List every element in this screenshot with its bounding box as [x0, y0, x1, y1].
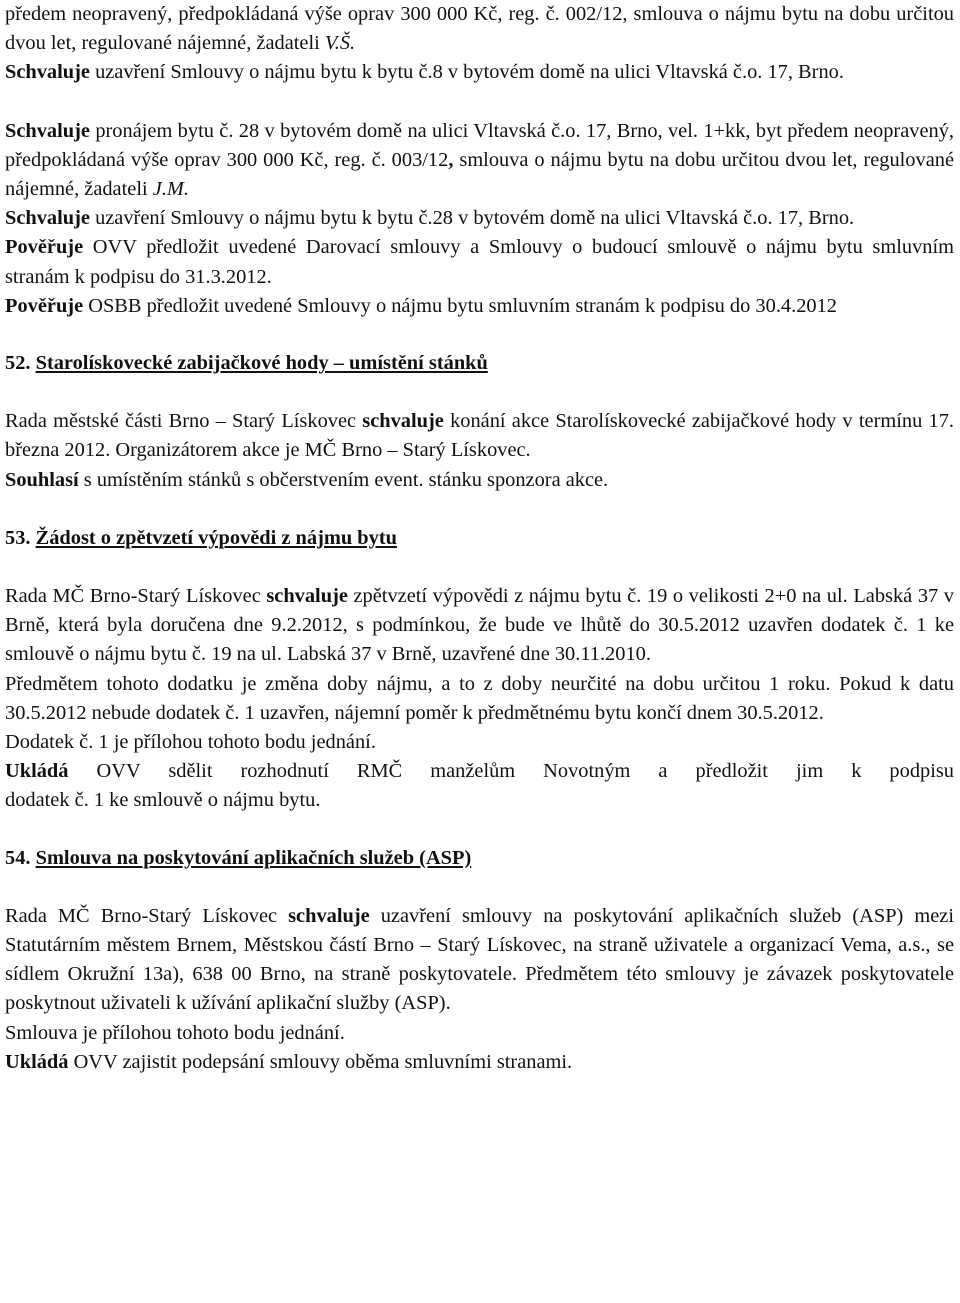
paragraph-text: uzavření Smlouvy o nájmu bytu k bytu č.28 v bytovém domě na ulici Vltavská č.o. 17, Brno.: [89, 207, 855, 230]
keyword-schvaluje: Schvaluje: [5, 119, 90, 142]
keyword-uklada: Ukládá: [5, 760, 69, 783]
bold-comma: ,: [448, 148, 454, 171]
paragraph-text: zpětvzetí výpovědi z nájmu bytu č. 19 o velikosti 2+0 na ul. Labská 37 v Brně, která byla doručena dne 9.2.2012, s podmínkou, že bude ve lhůtě do 30.5.2012 uzavřen dodatek č. 1 ke smlouvě o nájmu bytu č. 19 na ul. Labská 37 v Brně, uzavřené dne 30.11.2010.: [5, 585, 954, 666]
section-54: [5, 844, 954, 1077]
paragraph-instructs-ovv: [5, 757, 954, 786]
keyword-poveruje: Pověřuje: [5, 294, 84, 317]
paragraph-text: konání akce Starolískovecké zabijačkové hody v termínu 17. března 2012. Organizátorem akce je MČ Brno – Starý Lískovec.: [5, 410, 954, 462]
section-title: Starolískovecké zabijačkové hody – umístění stánků: [35, 352, 488, 375]
paragraph-agrees-stands: [5, 466, 954, 495]
paragraph-text: Rada MČ Brno-Starý Lískovec: [5, 585, 267, 608]
paragraph-approve-withdrawal: [5, 582, 954, 670]
paragraph-amendment-subject: Předmětem tohoto dodatku je změna doby nájmu, a to z doby neurčité na dobu určitou 1 roku. Pokud k datu 30.5.2012 nebude dodatek č. 1 uzavřen, nájemní poměr k předmětnému bytu končí dnem 30.5.2012.: [5, 672, 954, 724]
applicant-initials: V.Š.: [324, 32, 356, 55]
paragraph-approve-contract-28: [5, 204, 954, 233]
paragraph-approve-asp-contract: [5, 902, 954, 1019]
paragraph-text: OVV zajistit podepsání smlouvy oběma smluvními stranami.: [68, 1050, 573, 1073]
paragraph-authorize-ovv: [5, 233, 954, 291]
paragraph-flat-8-rental: [5, 0, 954, 58]
paragraph-contract-attachment: Smlouva je přílohou tohoto bodu jednání.: [5, 1021, 345, 1044]
paragraph-text: smlouva o nájmu bytu na dobu určitou dvou let, regulované nájemné, žadateli: [5, 148, 954, 201]
keyword-uklada: Ukládá: [5, 1050, 69, 1073]
paragraph-text: Rada městské části Brno – Starý Lískovec: [5, 410, 363, 433]
paragraph-approve-rental-28: [5, 117, 954, 205]
paragraph-text: s umístěním stánků s občerstvením event. stánku sponzora akce.: [78, 468, 609, 491]
section-53: [5, 524, 954, 816]
keyword-schvaluje: Schvaluje: [5, 207, 90, 230]
paragraph-amendment-attachment: Dodatek č. 1 je přílohou tohoto bodu jednání.: [5, 731, 376, 754]
applicant-initials: J.M.: [152, 178, 189, 201]
paragraph-text: OSBB předložit uvedené Smlouvy o nájmu bytu smluvním stranám k podpisu do 30.4.2012: [83, 294, 837, 317]
paragraph-text: pronájem bytu č. 28 v bytovém domě na ulici Vltavská č.o. 17, Brno, vel. 1+kk, byt předem neopravený, předpokládaná výše oprav 300 000 Kč, reg. č. 003/12: [5, 119, 954, 171]
paragraph-text: OVV předložit uvedené Darovací smlouvy a Smlouvy o budoucí smlouvě o nájmu bytu smluvním stranám k podpisu do 31.3.2012.: [5, 236, 954, 288]
continuation-block: [5, 0, 954, 321]
keyword-schvaluje: schvaluje: [288, 904, 370, 927]
section-52: [5, 349, 954, 495]
paragraph-text: uzavření smlouvy na poskytování aplikačních služeb (ASP) mezi Statutárním městem Brnem, Městskou částí Brno – Starý Lískovec, na straně uživatele a organizací Vema, a.s., se sídlem Okružní 13a), 638 00 Brno, na straně poskytovatele. Předmětem této smlouvy je závazek poskytovatele poskytnout uživateli k užívání aplikační služby (ASP).: [5, 904, 955, 1015]
paragraph-authorize-osbb: [5, 292, 954, 321]
section-title: Žádost o zpětvzetí výpovědi z nájmu bytu: [35, 526, 397, 549]
section-heading: [5, 524, 954, 553]
section-number: 52.: [5, 352, 31, 375]
section-number: 53.: [5, 526, 31, 549]
section-heading: [5, 844, 954, 873]
keyword-poveruje: Pověřuje: [5, 236, 84, 259]
paragraph-text: OVV sdělit rozhodnutí RMČ manželům Novotným a předložit jim k podpisu: [68, 760, 954, 783]
section-number: 54.: [5, 846, 31, 869]
keyword-schvaluje: Schvaluje: [5, 61, 90, 84]
section-heading: [5, 349, 954, 378]
paragraph-approve-event: [5, 407, 954, 465]
paragraph-instructs-signing: [5, 1048, 954, 1077]
keyword-schvaluje: schvaluje: [362, 410, 444, 433]
paragraph-text: Rada MČ Brno-Starý Lískovec: [5, 904, 289, 927]
keyword-souhlasi: Souhlasí: [5, 468, 79, 491]
keyword-schvaluje: schvaluje: [266, 585, 348, 608]
paragraph-approve-contract-8: [5, 58, 954, 87]
section-title: Smlouva na poskytování aplikačních služeb (ASP): [35, 846, 472, 869]
paragraph-text: uzavření Smlouvy o nájmu bytu k bytu č.8 v bytovém domě na ulici Vltavská č.o. 17, Brno.: [89, 61, 844, 84]
paragraph-instructs-ovv-continued: dodatek č. 1 ke smlouvě o nájmu bytu.: [5, 789, 321, 812]
paragraph-text: předem neopravený, předpokládaná výše oprav 300 000 Kč, reg. č. 002/12, smlouva o nájmu bytu na dobu určitou dvou let, regulované nájemné, žadateli: [5, 3, 954, 55]
